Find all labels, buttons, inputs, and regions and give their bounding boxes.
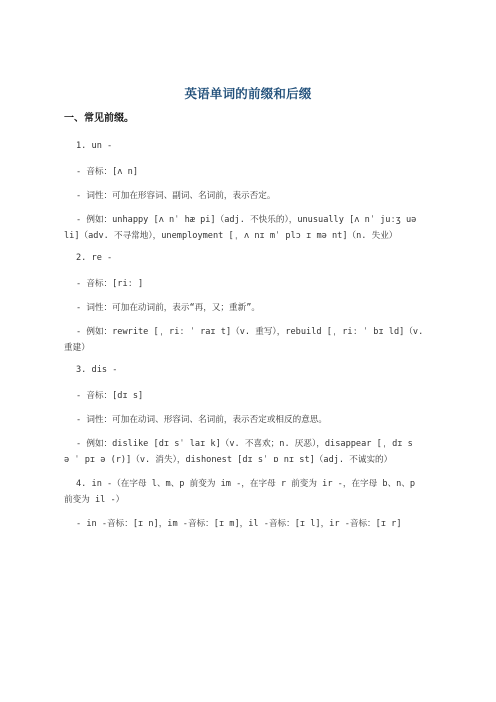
document-title: 英语单词的前缀和后缀 bbox=[184, 86, 312, 101]
prefix-re-usage: - 词性：可加在动词前，表示“再，又；重新”。 bbox=[76, 303, 260, 313]
prefix-re-examples-line-2: 重建） bbox=[64, 343, 90, 353]
prefix-un-examples-line-1: - 例如：unhappy [ʌ nˈ hæ pi]（adj. 不快乐的），unusually [ʌ nˈ juːʒ uə bbox=[76, 215, 417, 225]
prefix-in-phonetic: - in -音标：[ɪ n]，im -音标：[ɪ m]，il -音标：[ɪ l]，ir -音标：[ɪ r] bbox=[76, 519, 402, 529]
prefix-un-heading: 1. un - bbox=[76, 141, 113, 151]
prefix-re-examples-line-1: - 例如：rewrite [ˌ riː ˈ raɪ t]（v. 重写），rebuild [ˌ riː ˈ bɪ ld]（v. bbox=[76, 327, 424, 337]
prefix-dis-usage: - 词性：可加在动词、形容词、名词前，表示否定或相反的意思。 bbox=[76, 415, 327, 425]
prefix-dis-examples-line-2: ə ˈ pɪ ə (r)]（v. 消失），dishonest [dɪ sˈ ɒ nɪ st]（adj. 不诚实的） bbox=[64, 455, 393, 465]
prefix-dis-heading: 3. dis - bbox=[76, 365, 118, 375]
prefix-in-heading-line-2: 前变为 il -） bbox=[64, 495, 125, 505]
prefix-dis-phonetic: - 音标：[dɪ s] bbox=[76, 391, 144, 401]
prefix-re-heading: 2. re - bbox=[76, 253, 113, 263]
prefix-un-usage: - 词性：可加在形容词、副词、名词前，表示否定。 bbox=[76, 191, 276, 201]
section-heading-prefixes: 一、常见前缀。 bbox=[64, 113, 134, 124]
prefix-re-phonetic: - 音标：[riː ] bbox=[76, 279, 144, 289]
prefix-un-examples-line-2: li]（adv. 不寻常地），unemployment [ˌ ʌ nɪ mˈ plɔ ɪ mə nt]（n. 失业） bbox=[64, 231, 398, 241]
prefix-dis-examples-line-1: - 例如：dislike [dɪ sˈ laɪ k]（v. 不喜欢；n. 厌恶），disappear [ˌ dɪ s bbox=[76, 439, 413, 449]
prefix-in-heading-line-1: 4. in -（在字母 l、m、p 前变为 im -，在字母 r 前变为 ir -，在字母 b、n、p bbox=[76, 479, 416, 489]
prefix-un-phonetic: - 音标：[ʌ n] bbox=[76, 167, 138, 177]
